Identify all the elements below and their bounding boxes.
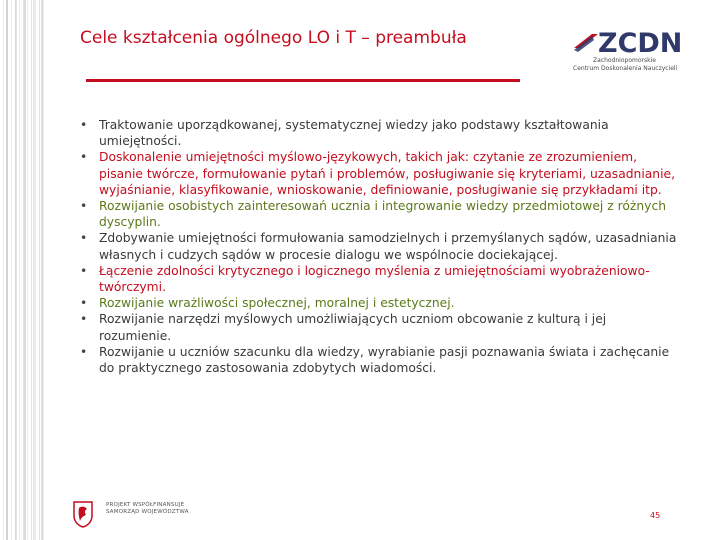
- title-underline: [86, 79, 520, 82]
- bullet-text: Rozwijanie narzędzi myślowych umożliwiających uczniom obcowanie z kulturą i jej rozumienie.: [99, 312, 607, 343]
- bullet-text: Rozwijanie wrażliwości społecznej, moralnej i estetycznej.: [99, 296, 455, 311]
- griffin-emblem-icon: [72, 500, 94, 528]
- bullet-item: [80, 311, 680, 343]
- bullet-dot-icon: •: [80, 150, 88, 165]
- bullet-item: [80, 198, 680, 230]
- bullet-dot-icon: •: [80, 296, 88, 311]
- bullet-dot-icon: •: [80, 118, 88, 132]
- bullet-list: [80, 117, 680, 376]
- bullet-item: [80, 344, 680, 376]
- bullet-text: Rozwijanie osobistych zainteresowań ucznia i integrowanie wiedzy przedmiotowej z różnych dyscyplin.: [99, 199, 667, 230]
- bullet-item: [80, 117, 680, 149]
- bullet-dot-icon: •: [80, 312, 88, 327]
- bullet-item: [80, 263, 680, 295]
- slide-title: Cele kształcenia ogólnego LO i T – preambuła: [80, 28, 467, 48]
- footer-text-line2: SAMORZĄD WOJEWÓDZTWA: [106, 509, 189, 515]
- bullet-dot-icon: •: [80, 344, 88, 359]
- logo-text: ZCDN: [598, 28, 683, 59]
- logo-subtitle-line2: Centrum Doskonalenia Nauczycieli: [573, 65, 678, 72]
- bullet-item: [80, 149, 680, 198]
- bullet-text: Rozwijanie u uczniów szacunku dla wiedzy, wyrabianie pasji poznawania świata i zachęcanie do praktycznego zastosowania zdobytych wiadomości.: [99, 344, 670, 376]
- bullet-item: [80, 230, 680, 262]
- footer-text-line1: PROJEKT WSPÓŁFINANSUJE: [106, 502, 185, 508]
- bullet-dot-icon: •: [80, 199, 88, 214]
- bullet-text: Łączenie zdolności krytycznego i logicznego myślenia z umiejętnościami wyobrażeniowo-twórczymi.: [99, 263, 650, 295]
- decorative-handwriting-strip: [0, 0, 46, 540]
- bullet-dot-icon: •: [80, 263, 88, 278]
- bullet-text: Zdobywanie umiejętności formułowania samodzielnych i przemyślanych sądów, uzasadniania własnych i cudzych sądów w procesie dialogu we wspólnocie dociekającej.: [99, 231, 677, 262]
- bullet-text: Doskonalenie umiejętności myślowo-językowych, takich jak: czytanie ze zrozumieniem, pisanie twórcze, formułowanie pytań i problemów, posługiwanie się kryteriami, uzasadnianie, wyjaśnianie, klasyfikowanie, wnioskowanie, definiowanie, posługiwanie się przykładami itp.: [99, 150, 675, 197]
- logo-subtitle-line1: Zachodniopomorskie: [593, 57, 656, 64]
- bullet-item: [80, 295, 680, 311]
- page-number: 45: [650, 511, 661, 520]
- bullet-text: Traktowanie uporządkowanej, systematycznej wiedzy jako podstawy kształtowania umiejętności.: [99, 118, 609, 149]
- bullet-dot-icon: •: [80, 231, 88, 246]
